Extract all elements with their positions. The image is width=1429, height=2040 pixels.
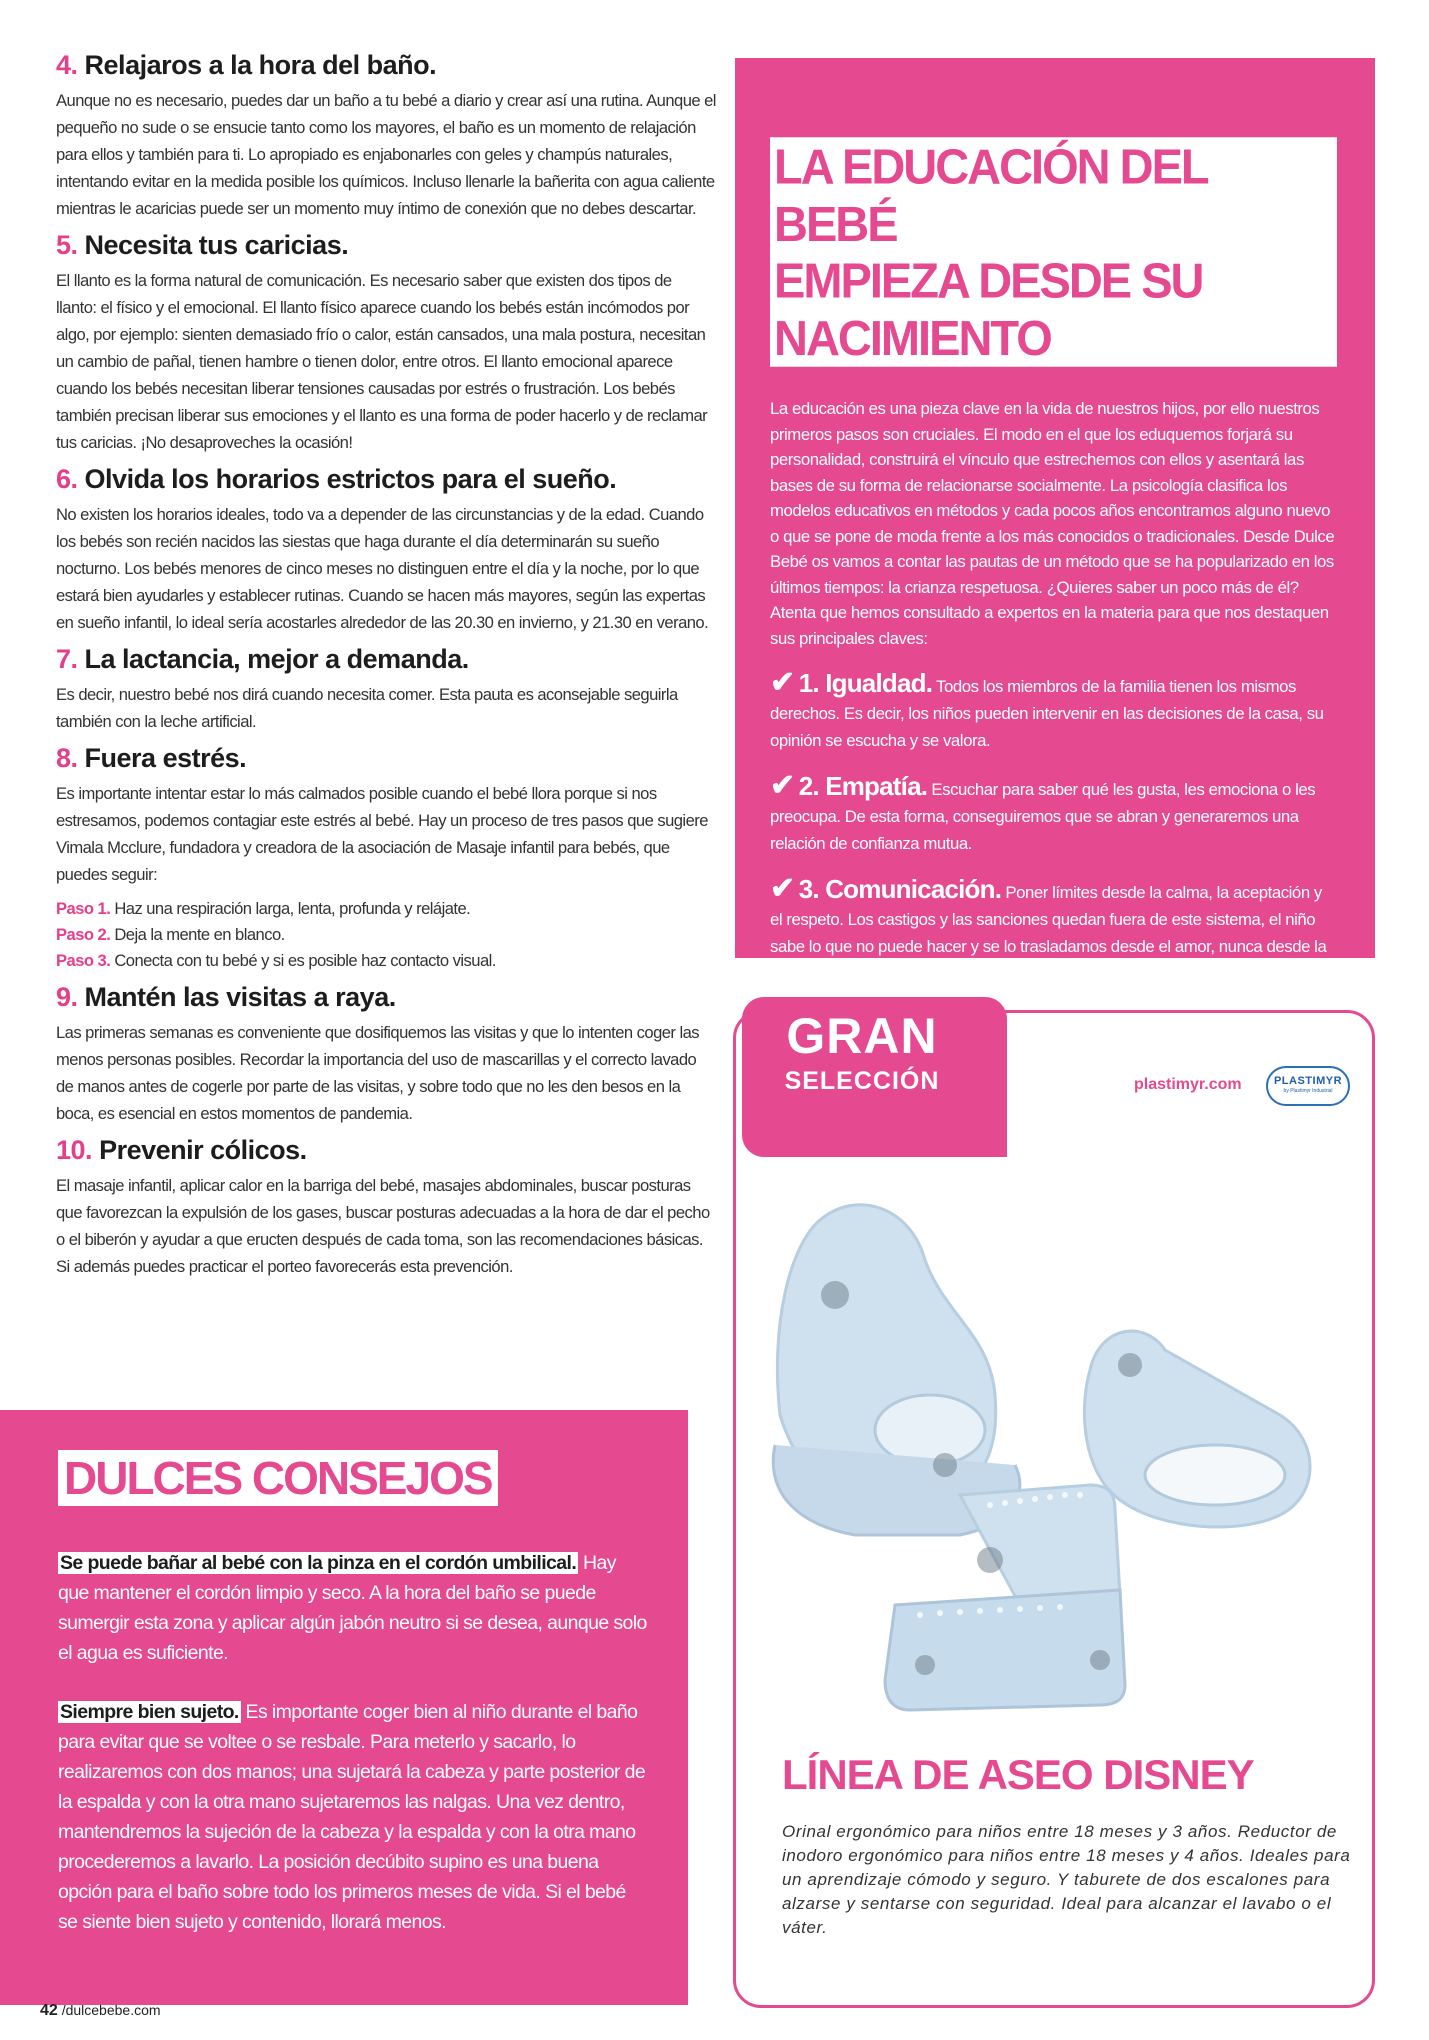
product-photo [760,1165,1360,1725]
point-heading: 2. Empatía. [798,771,928,801]
product-title: LÍNEA DE ASEO DISNEY [782,1751,1254,1798]
step-label: Paso 1. [56,899,111,918]
education-title-line: EMPIEZA DESDE SU NACIMIENTO [770,251,1337,367]
section-title: Mantén las visitas a raya. [84,982,396,1012]
section-number: 10. [56,1135,93,1165]
page-footer [40,2002,161,2020]
step-text: Conecta con tu bebé y si es posible haz contacto visual. [114,951,496,970]
tips-title: DULCES CONSEJOS [58,1450,498,1506]
section-body: El llanto es la forma natural de comunicación. Es necesario saber que existen dos tipos de llanto: el físico y el emocional. El llanto físico aparece cuando los bebés están incómodos por algo, por ejemplo: sienten demasiado frío o calor, están cansados, una mala postura, necesitan un cambio de pañal, tienen hambre o tienen dolor, entre otros. El llanto emocional aparece cuando los bebés necesitan liberar tensiones causadas por estrés o frustración. Los bebés también precisan liberar sus emociones y el llanto es una forma de poder hacerlo y de reclamar tus caricias. ¡No desaproveches la ocasión! [56,271,708,452]
section-number: 5. [56,230,78,260]
tip-text: Es importante coger bien al niño durante el baño para evitar que se voltee o se resbale. Para meterlo y sacarlo, lo realizaremos con dos manos; una sujetará la cabeza y parte posterior de la espalda y con la otra mano sujetaremos las nalgas. Una vez dentro, mantendremos la sujeción de la cabeza y la espalda y con la otra mano procederemos a lavarlo. La posición decúbito supino es una buena opción para el baño sobre todo los primeros meses de vida. Si el bebé se siente bien sujeto y contenido, llorará menos. [58,1701,646,1933]
education-title [770,140,1337,368]
point-text: Escuchar para saber qué les gusta, les emociona o les preocupa. De esta forma, conseguiremos que se abran y generaremos una relación de confianza mutua. [770,780,1316,853]
section-heading [56,230,716,261]
section-8 [56,743,716,974]
education-intro: La educación es una pieza clave en la vida de nuestros hijos, por ello nuestros primeros pasos son cruciales. El modo en el que los eduquemos forjará su personalidad, construirá el vínculo que estrechemos con ellos y asentará las bases de su forma de relacionarse socialmente. La psicología clasifica los modelos educativos en métodos y cada pocos años encontramos alguno nuevo o que se pone de moda frente a los más conocidos o tradicionales. Desde Dulce Bebé os vamos a contar las pautas de un método que se ha popularizado en los últimos tiempos: la crianza respetuosa. ¿Quieres saber un poco más de él? Atenta que hemos consultado a expertos en la materia para que nos destaquen sus principales claves: [770,399,1335,648]
section-number: 4. [56,50,78,80]
education-point-3 [770,872,1337,987]
step-item [56,948,716,974]
section-heading [56,50,716,81]
point-text: Todos los miembros de la familia tienen los mismos derechos. Es decir, los niños pueden intervenir en las decisiones de la casa, su opinión se escucha y se valora. [770,677,1324,750]
tip-item-1 [58,1548,648,1668]
section-number: 9. [56,982,78,1012]
education-panel [735,58,1375,983]
check-icon: ✔ [770,666,795,699]
section-title: Prevenir cólicos. [99,1135,307,1165]
brand-website[interactable]: plastimyr.com [1134,1076,1242,1093]
section-10 [56,1135,716,1280]
brand-logo [1266,1066,1350,1106]
section-heading [56,464,716,495]
education-title-line: LA EDUCACIÓN DEL BEBÉ [770,137,1337,253]
section-5 [56,230,716,456]
potty-image [773,1205,1020,1535]
section-body: No existen los horarios ideales, todo va a depender de las circunstancias y de la edad. Cuando los bebés son recién nacidos las siestas que haga durante el día determinarán su sueño nocturno. Los bebés menores de cinco meses no distinguen entre el día y la noche, por lo que estará bien ayudarles y establecer rutinas. Cuando se hacen más mayores, según las expertas en sueño infantil, lo ideal sería acostarles alrededor de las 20.30 en invierno, y 21.30 en verano. [56,505,709,632]
check-icon: ✔ [770,769,795,802]
step-label: Paso 2. [56,925,111,944]
section-body: El masaje infantil, aplicar calor en la barriga del bebé, masajes abdominales, buscar posturas que favorezcan la expulsión de los gases, buscar posturas adecuadas a la hora de dar el pecho o el biberón y ayudar a que eructen después de cada toma, son las recomendaciones básicas. Si además puedes practicar el porteo favorecerás esta prevención. [56,1176,710,1276]
check-icon: ✔ [770,872,795,905]
section-4 [56,50,716,222]
section-7 [56,644,716,735]
education-point-1 [770,666,1337,754]
step-label: Paso 3. [56,951,111,970]
step-item [56,922,716,948]
section-number: 6. [56,464,78,494]
tip-lead: Se puede bañar al bebé con la pinza en el cordón umbilical. [60,1552,577,1574]
tip-item-2 [58,1697,648,1937]
footer-website[interactable]: /dulcebebe.com [61,2002,161,2018]
step-item [56,896,716,922]
point-text: Poner límites desde la calma, la aceptación y el respeto. Los castigos y las sanciones quedan fuera de este sistema, el niño sabe lo que no puede hacer y se lo trasladamos desde el amor, nunca desde la imposición. [770,883,1327,983]
toilet-reducer-image [1084,1331,1310,1527]
tab-subtitle: SELECCIÓN [784,1067,940,1095]
section-6 [56,464,716,636]
section-number: 8. [56,743,78,773]
section-body: Aunque no es necesario, puedes dar un baño a tu bebé a diario y crear así una rutina. Aunque el pequeño no sude o se ensucie tanto como los mayores, el baño es un momento de relajación para ellos y también para ti. Lo apropiado es enjabonarles con geles y champús naturales, intentando evitar en la medida posible los químicos. Incluso llenarle la bañerita con agua caliente mientras le acaricias puede ser un momento muy íntimo de conexión que no debes descartar. [56,91,716,218]
section-title: Relajaros a la hora del baño. [84,50,437,80]
section-title: Fuera estrés. [84,743,247,773]
brand-logo-text: PLASTIMYR [1273,1075,1343,1087]
gran-seleccion-tab [742,997,1007,1157]
section-heading [56,743,716,774]
section-heading [56,982,716,1013]
section-title: Necesita tus caricias. [84,230,349,260]
article-numbered-tips [56,50,716,1288]
section-9 [56,982,716,1127]
tip-text: Hay que mantener el cordón limpio y seco. A la hora del baño se puede sumergir esta zona y aplicar algún jabón neutro si se desea, aunque solo el agua es suficiente. [58,1552,647,1664]
section-body: Las primeras semanas es conveniente que dosifiquemos las visitas y que lo intenten coger las menos personas posibles. Recordar la importancia del uso de mascarillas y el correcto lavado de manos antes de cogerle por parte de las visitas, y sobre todo que no les den besos en la boca, es esencial en estos momentos de pandemia. [56,1023,700,1123]
page-number: 42 [40,2002,58,2019]
tips-panel [0,1410,688,2005]
step-text: Haz una respiración larga, lenta, profunda y relájate. [114,899,471,918]
brand-logo-subtext: by Plastimyr Industrial [1283,1088,1333,1094]
section-number: 7. [56,644,78,674]
tab-title: GRAN [786,1008,938,1064]
step-text: Deja la mente en blanco. [114,925,285,944]
point-heading: 1. Igualdad. [798,668,933,698]
product-description: Orinal ergonómico para niños entre 18 meses y 3 años. Reductor de inodoro ergonómico para niños entre 18 meses y 4 años. Ideales para un aprendizaje cómodo y seguro. Y taburete de dos escalones para alzarse y sentarse con seguridad. Ideal para alcanzar el lavabo o el váter. [782,1822,1351,1937]
section-body: Es decir, nuestro bebé nos dirá cuando necesita comer. Esta pauta es aconsejable seguirla también con la leche artificial. [56,685,678,731]
tip-lead: Siempre bien sujeto. [60,1701,239,1723]
point-heading: 3. Comunicación. [798,874,1002,904]
education-point-2 [770,769,1337,857]
section-heading [56,1135,716,1166]
section-title: Olvida los horarios estrictos para el sueño. [84,464,617,494]
steps-list [56,896,716,974]
section-heading [56,644,716,675]
section-title: La lactancia, mejor a demanda. [84,644,469,674]
section-body: Es importante intentar estar lo más calmados posible cuando el bebé llora porque si nos estresamos, podemos contagiar este estrés al bebé. Hay un proceso de tres pasos que sugiere Vimala Mcclure, fundadora y creadora de la asociación de Masaje infantil para bebés, que puedes seguir: [56,784,708,884]
